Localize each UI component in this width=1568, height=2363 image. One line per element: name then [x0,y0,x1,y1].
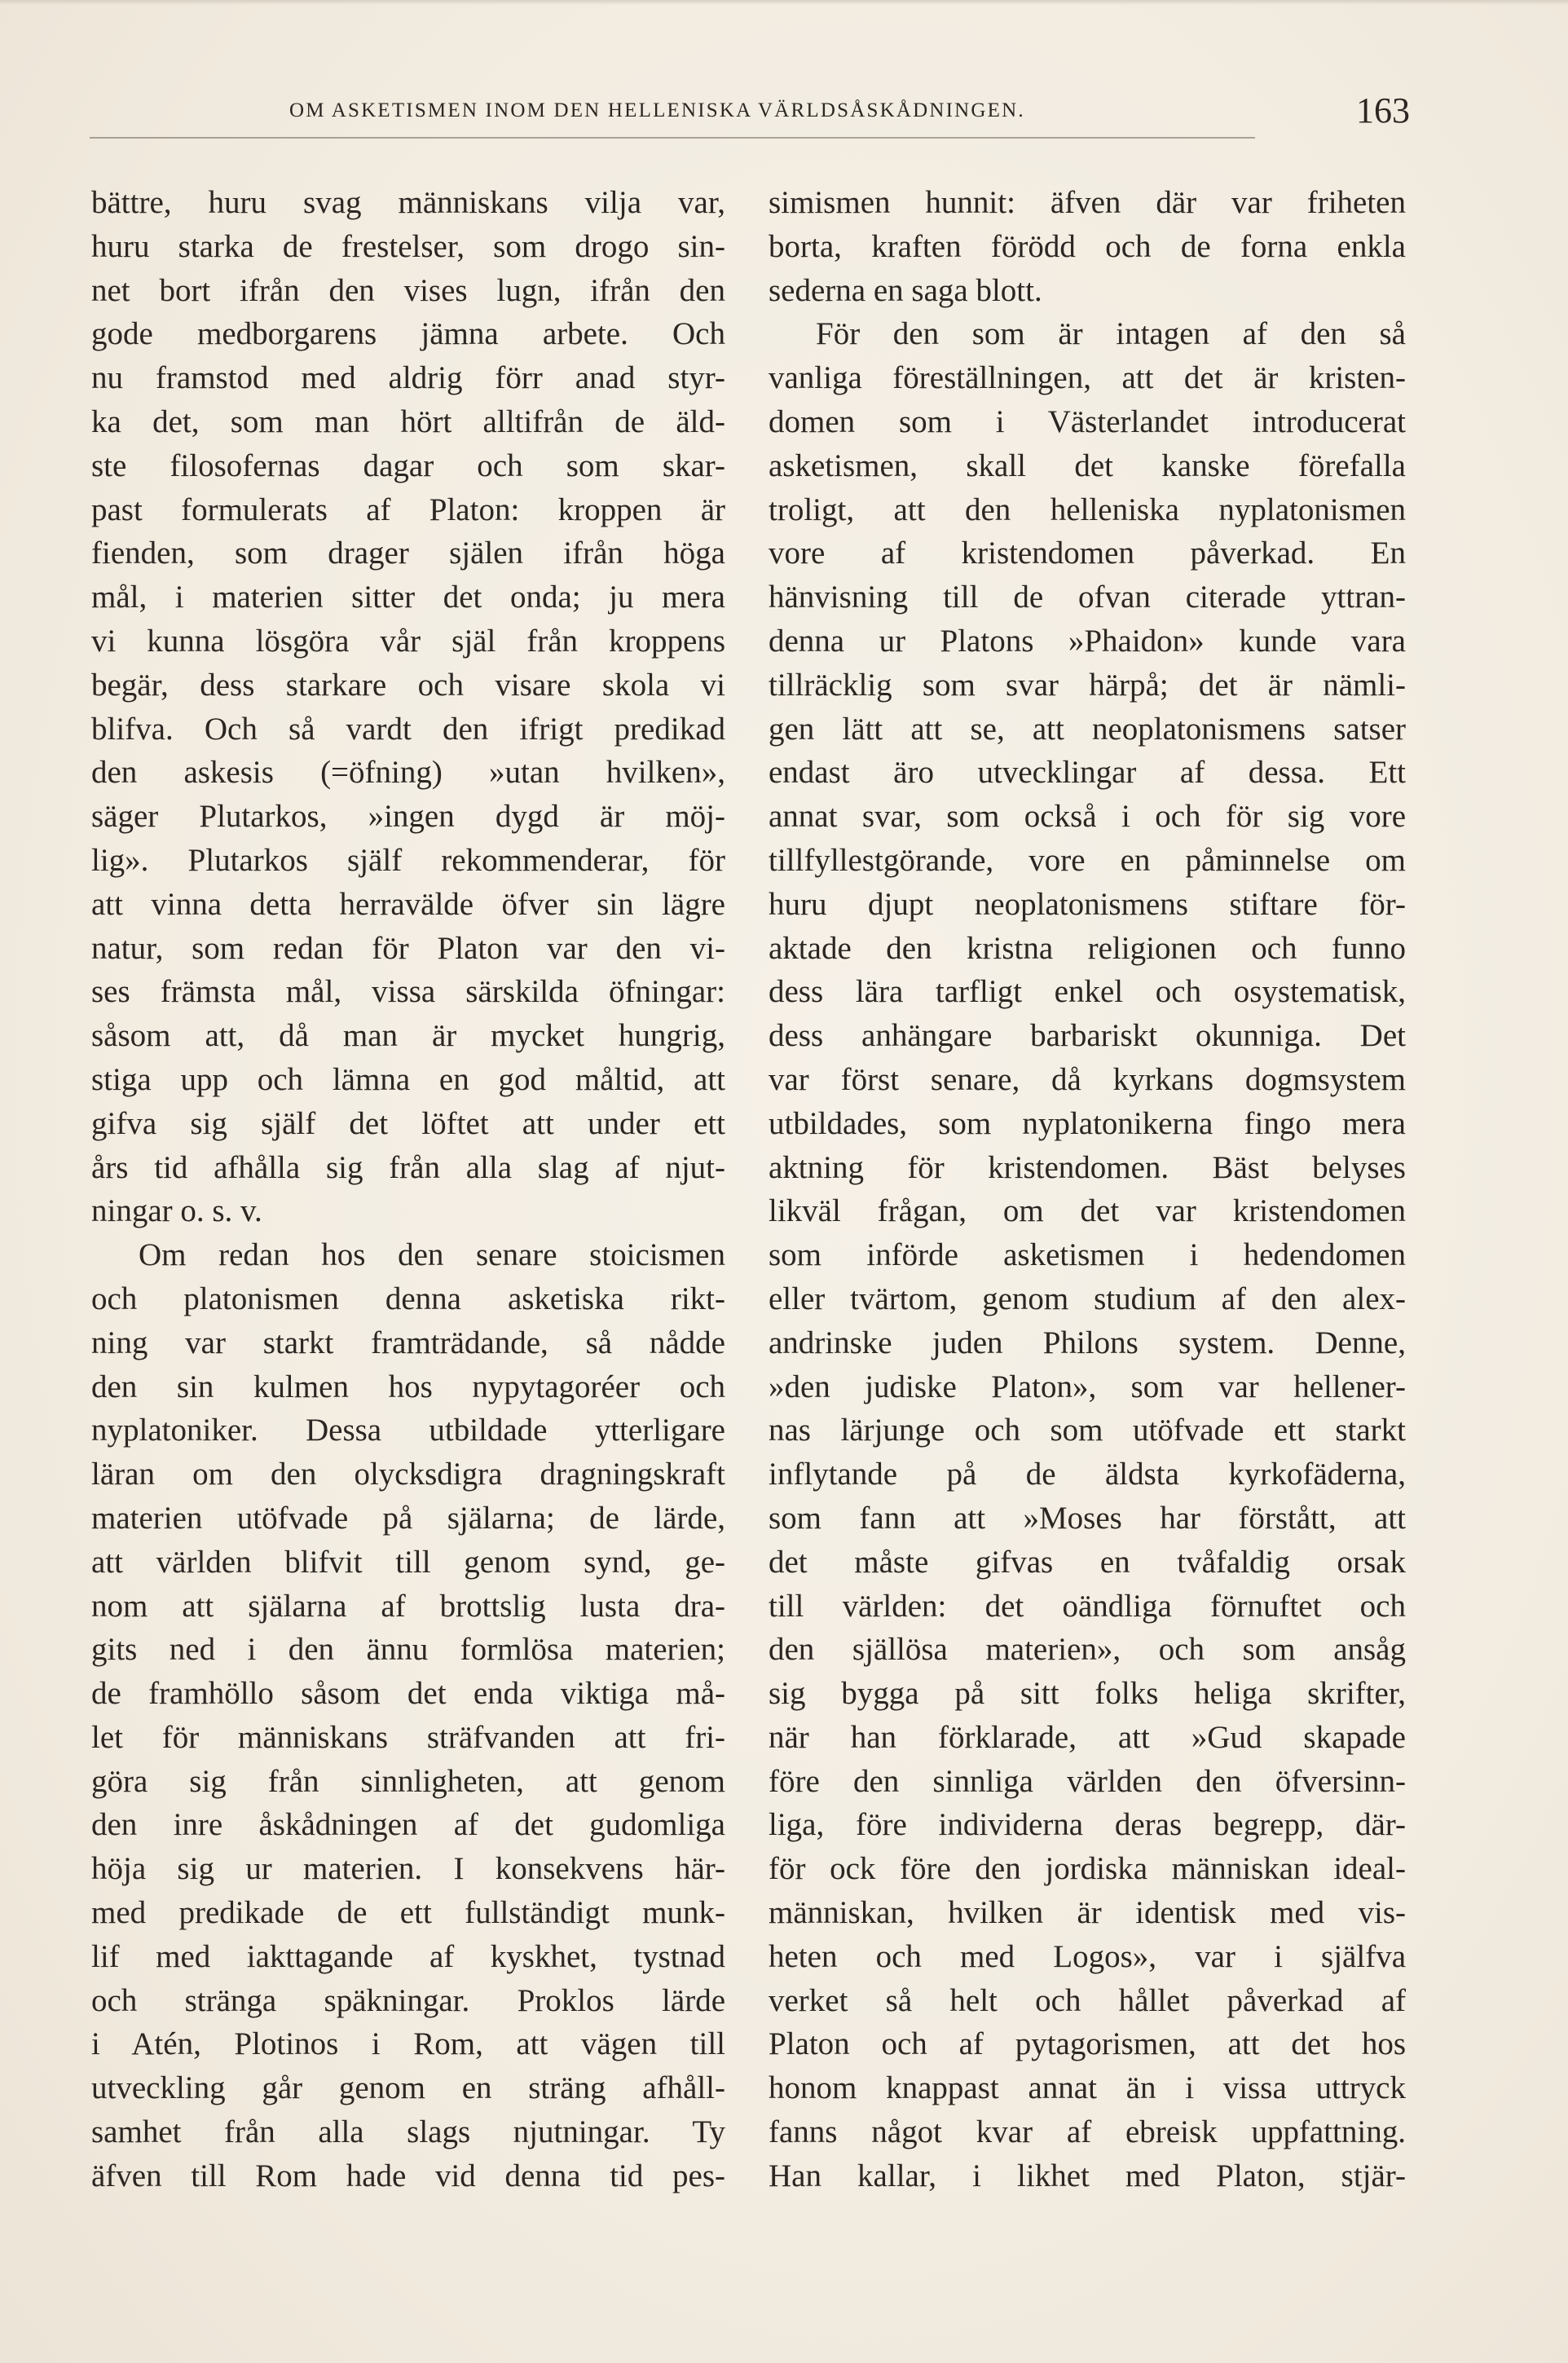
text-line: aktade den kristna religionen och funno [769,930,1406,966]
text-line: borta, kraften förödd och de forna enkla [769,228,1406,264]
text-line: dess anhängare barbariskt okunniga. Det [769,1018,1406,1054]
text-line: människan, hvilken är identisk med vis- [769,1895,1406,1931]
text-line: den askesis (=öfning) »utan hvilken», [91,755,725,791]
text-line: begär, dess starkare och visare skola vi [91,667,725,703]
text-line: bättre, huru svag människans vilja var, [91,185,725,220]
text-line: past formulerats af Platon: kroppen är [91,492,725,527]
text-line: med predikade de ett fullständigt munk- [91,1895,725,1931]
text-line: blifva. Och så vardt den ifrigt predikad [91,711,725,747]
text-line: sig bygga på sitt folks heliga skrifter, [769,1676,1406,1712]
text-column-left [91,181,725,2198]
running-header-title: OM ASKETISMEN INOM DEN HELLENISKA VÄRLDSÅSKÅDNINGEN. [289,99,1025,121]
text-line: lig». Plutarkos själf rekommenderar, för [91,842,725,878]
text-line: gode medborgarens jämna arbete. Och [91,316,725,352]
text-line: honom knappast annat än i vissa uttryck [769,2070,1406,2106]
text-line: »den judiske Platon», som var hellener- [769,1369,1406,1404]
text-line: dess lära tarfligt enkel och osystematisk, [769,974,1406,1010]
text-line: samhet från alla slags njutningar. Ty [91,2114,725,2150]
text-line: års tid afhålla sig från alla slag af njut- [91,1149,725,1185]
text-line: gen lätt att se, att neoplatonismens satser [769,711,1406,747]
text-line: att vinna detta herravälde öfver sin lägre [91,886,725,922]
text-line: net bort ifrån den vises lugn, ifrån den [91,272,725,308]
text-line: let för människans sträfvanden att fri- [91,1719,725,1755]
text-line: hänvisning till de ofvan citerade yttran- [769,580,1406,615]
text-line: före den sinnliga världen den öfversinn- [769,1763,1406,1799]
text-line: ning var starkt framträdande, så nådde [91,1325,725,1360]
text-line: heten och med Logos», var i själfva [769,1938,1406,1974]
text-line: såsom att, då man är mycket hungrig, [91,1018,725,1054]
text-line: utbildades, som nyplatonikerna fingo mera [769,1105,1406,1141]
text-line: materien utöfvade på själarna; de lärde, [91,1500,725,1536]
text-line: tillräcklig som svar härpå; det är nämli- [769,667,1406,703]
text-line: eller tvärtom, genom studium af den alex- [769,1281,1406,1316]
text-line: vi kunna lösgöra vår själ från kroppens [91,623,725,659]
text-line: tillfyllestgörande, vore en påminnelse om [769,842,1406,878]
text-line: att världen blifvit till genom synd, ge- [91,1544,725,1580]
header-rule [90,137,1255,139]
text-line: simismen hunnit: äfven där var friheten [769,185,1406,220]
text-line: och platonismen denna asketiska rikt- [91,1281,725,1316]
text-line: det måste gifvas en tvåfaldig orsak [769,1544,1406,1580]
text-line: huru starka de frestelser, som drogo sin- [91,228,725,264]
text-line: Om redan hos den senare stoicismen [139,1237,725,1273]
text-line: nas lärjunge och som utöfvade ett starkt [769,1413,1406,1448]
text-line: endast äro utvecklingar af dessa. Ett [769,755,1406,791]
text-line: som införde asketismen i hedendomen [769,1237,1406,1273]
text-line: andrinske juden Philons system. Denne, [769,1325,1406,1360]
running-header [163,90,1410,137]
text-line: för ock före den jordiska människan ideal- [769,1851,1406,1887]
text-line: säger Plutarkos, »ingen dygd är möj- [91,799,725,835]
text-line: inflytande på de äldsta kyrkofäderna, [769,1457,1406,1492]
text-line: i Atén, Plotinos i Rom, att vägen till [91,2026,725,2062]
text-line: nom att själarna af brottslig lusta dra- [91,1588,725,1624]
text-line: mål, i materien sitter det onda; ju mera [91,580,725,615]
text-line: natur, som redan för Platon var den vi- [91,930,725,966]
text-line: ka det, som man hört alltifrån de äld- [91,403,725,439]
text-line: troligt, att den helleniska nyplatonismen [769,492,1406,527]
text-line: ningar o. s. v. [91,1193,262,1229]
text-line: likväl frågan, om det var kristendomen [769,1193,1406,1229]
text-line: göra sig från sinnligheten, att genom [91,1763,725,1799]
page-number: 163 [1356,90,1410,130]
text-line: som fann att »Moses har förstått, att [769,1500,1406,1536]
text-line: fienden, som drager själen ifrån höga [91,536,725,571]
text-line: denna ur Platons »Phaidon» kunde vara [769,623,1406,659]
text-line: höja sig ur materien. I konsekvens här- [91,1851,725,1887]
text-line: gifva sig själf det löftet att under ett [91,1105,725,1141]
text-line: var först senare, då kyrkans dogmsystem [769,1061,1406,1097]
text-line: den själlösa materien», och som ansåg [769,1632,1406,1668]
page-top-edge [0,0,1568,5]
text-line: liga, före individerna deras begrepp, där- [769,1807,1406,1843]
text-line: och stränga späkningar. Proklos lärde [91,1982,725,2018]
text-line: de framhöllo såsom det enda viktiga må- [91,1676,725,1712]
text-line: ste filosofernas dagar och som skar- [91,447,725,483]
text-line: fanns något kvar af ebreisk uppfattning. [769,2114,1406,2150]
text-line: domen som i Västerlandet introducerat [769,403,1406,439]
text-line: nyplatoniker. Dessa utbildade ytterligare [91,1413,725,1448]
text-line: den sin kulmen hos nypytagoréer och [91,1369,725,1404]
text-line: stiga upp och lämna en god måltid, att [91,1061,725,1097]
text-line: läran om den olycksdigra dragningskraft [91,1457,725,1492]
text-line: aktning för kristendomen. Bäst belyses [769,1149,1406,1185]
text-line: verket så helt och hållet påverkad af [769,1982,1406,2018]
text-line: annat svar, som också i och för sig vore [769,799,1406,835]
text-line: Han kallar, i likhet med Platon, stjär- [769,2158,1406,2193]
text-line: vore af kristendomen påverkad. En [769,536,1406,571]
text-line: äfven till Rom hade vid denna tid pes- [91,2158,725,2193]
text-line: Platon och af pytagorismen, att det hos [769,2026,1406,2062]
text-line: sederna en saga blott. [769,272,1042,308]
text-line: För den som är intagen af den så [816,316,1406,352]
text-line: till världen: det oändliga förnuftet och [769,1588,1406,1624]
text-line: utveckling går genom en sträng afhåll- [91,2070,725,2106]
text-line: när han förklarade, att »Gud skapade [769,1719,1406,1755]
text-line: vanliga föreställningen, att det är kristen- [769,360,1406,396]
text-line: lif med iakttagande af kyskhet, tystnad [91,1938,725,1974]
text-column-right [769,181,1406,2198]
text-line: nu framstod med aldrig förr anad styr- [91,360,725,396]
text-line: den inre åskådningen af det gudomliga [91,1807,725,1843]
text-line: huru djupt neoplatonismens stiftare för- [769,886,1406,922]
text-line: gits ned i den ännu formlösa materien; [91,1632,725,1668]
text-line: ses främsta mål, vissa särskilda öfningar: [91,974,725,1010]
text-line: asketismen, skall det kanske förefalla [769,447,1406,483]
